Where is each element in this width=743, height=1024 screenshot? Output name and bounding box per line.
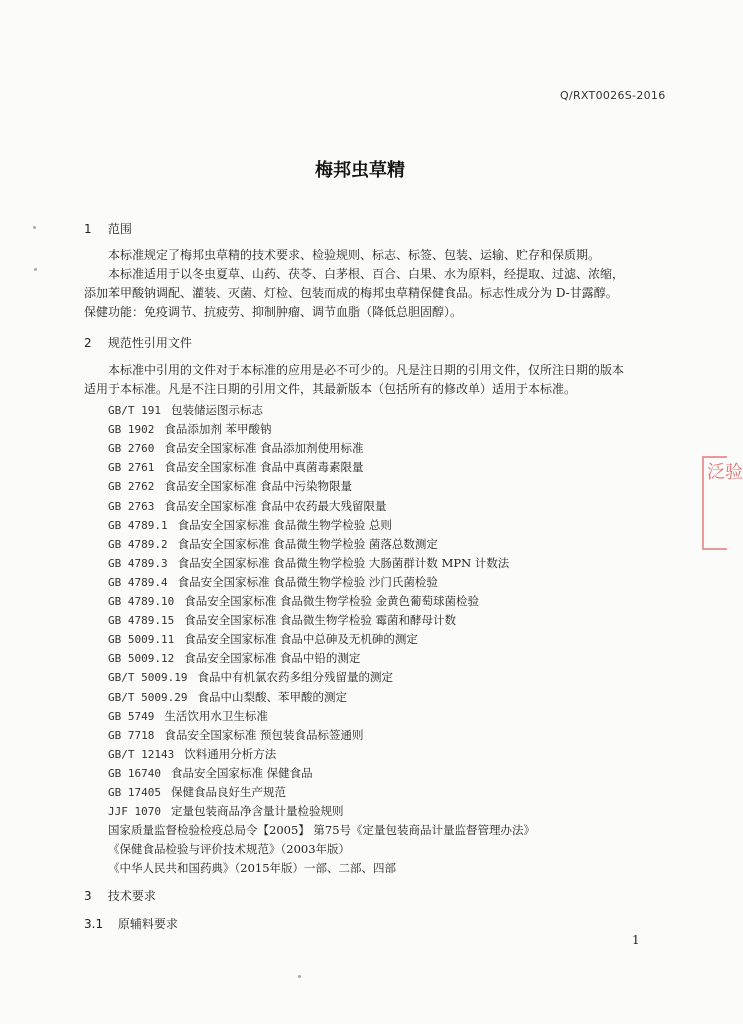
reference-title: 食品安全国家标准 食品微生物学检验 霉菌和酵母计数 <box>184 613 457 628</box>
section-heading-technical <box>84 887 156 904</box>
reference-title: 生活饮用水卫生标准 <box>164 708 268 723</box>
reference-item <box>108 498 387 514</box>
reference-title: 饮料通用分析方法 <box>184 746 277 761</box>
reference-code: GB/T 5009.29 <box>108 690 188 704</box>
seal-stamp: 泛验 <box>702 456 727 550</box>
reference-code: GB 4789.4 <box>108 575 168 589</box>
section-heading-scope <box>84 220 132 237</box>
reference-code: GB 2763 <box>108 499 155 513</box>
reference-item <box>108 536 438 552</box>
reference-title: 食品安全国家标准 食品中铅的测定 <box>184 651 361 666</box>
reference-title: 包装储运图示标志 <box>170 403 263 417</box>
reference-title: 食品安全国家标准 保健食品 <box>170 765 313 780</box>
reference-item <box>108 631 418 647</box>
reference-item <box>108 746 276 762</box>
reference-title: 食品安全国家标准 食品微生物学检验 菌落总数测定 <box>177 536 438 551</box>
scan-mark <box>298 975 301 978</box>
reference-item <box>108 650 360 666</box>
reference-item <box>108 478 352 494</box>
reference-title: 食品安全国家标准 食品微生物学检验 总则 <box>177 517 392 532</box>
reference-code: GB 2762 <box>108 480 155 494</box>
section-number: 3 <box>84 889 92 903</box>
scope-line-4: 保健功能：免疫调节、抗疲劳、抑制肿瘤、调节血脂（降低总胆固醇）。 <box>84 305 463 319</box>
reference-code: GB 4789.10 <box>108 595 175 608</box>
document-title: 梅邦虫草精 <box>315 160 405 181</box>
reference-title: 食品添加剂 苯甲酸钠 <box>164 422 272 437</box>
reference-item <box>108 727 364 743</box>
reference-title: 食品安全国家标准 食品微生物学检验 金黄色葡萄球菌检验 <box>184 594 480 608</box>
reference-code: GB 4789.2 <box>108 537 168 551</box>
reference-code: GB 4789.1 <box>108 518 168 532</box>
reference-title: 食品安全国家标准 食品中污染物限量 <box>164 479 353 494</box>
reference-title: 国家质量监督检验检疫总局令【2005】 第75号《定量包装商品计量监督管理办法》 <box>108 823 536 838</box>
reference-title: 定量包装商品净含量计量检验规则 <box>170 804 344 819</box>
section-label: 原辅料要求 <box>117 917 178 931</box>
reference-title: 食品安全国家标准 食品中总砷及无机砷的测定 <box>184 632 418 647</box>
reference-item <box>108 402 263 418</box>
reference-item <box>108 669 393 685</box>
reference-code: GB/T 191 <box>108 404 161 417</box>
reference-title: 食品安全国家标准 食品中农药最大残留限量 <box>164 498 387 513</box>
section-label: 规范性引用文件 <box>107 336 192 350</box>
reference-title: 食品中山梨酸、苯甲酸的测定 <box>197 689 347 704</box>
reference-item <box>108 689 347 705</box>
reference-title: 食品安全国家标准 食品中真菌毒素限量 <box>164 460 364 475</box>
scan-mark <box>34 268 37 271</box>
scope-line-3: 添加苯甲酸钠调配、灌装、灭菌、灯检、包装而成的梅邦虫草精保健食品。标志性成分为 D-甘露醇。 <box>84 286 618 300</box>
reference-code: GB 17405 <box>108 786 161 799</box>
reference-title: 食品安全国家标准 食品微生物学检验 沙门氏菌检验 <box>177 574 438 589</box>
scope-line-1: 本标准规定了梅邦虫草精的技术要求、检验规则、标志、标签、包装、运输、贮存和保质期。 <box>108 248 601 262</box>
reference-code: GB 4789.3 <box>108 556 168 570</box>
reference-code: GB 16740 <box>108 766 161 780</box>
reference-item <box>108 612 456 628</box>
scope-line-2: 本标准适用于以冬虫夏草、山药、茯苓、白茅根、百合、白果、水为原料，经提取、过滤、浓缩， <box>108 267 625 281</box>
reference-item <box>108 860 396 876</box>
reference-code: GB 2760 <box>108 442 155 456</box>
reference-item <box>108 459 364 475</box>
section-heading-normative <box>84 334 192 351</box>
reference-title: 食品中有机氯农药多组分残留量的测定 <box>197 670 393 685</box>
page-number: 1 <box>632 933 640 947</box>
reference-item <box>108 574 438 590</box>
intro-line-2: 适用于本标准。凡是不注日期的引用文件，其最新版本（包括所有的修改单）适用于本标准。 <box>84 382 577 396</box>
section-number: 1 <box>84 222 92 236</box>
section-number: 2 <box>84 336 92 350</box>
reference-title: 食品安全国家标准 食品微生物学检验 大肠菌群计数 MPN 计数法 <box>177 555 510 570</box>
intro-line-1: 本标准中引用的文件对于本标准的应用是必不可少的。凡是注日期的引用文件，仅所注日期的版本 <box>108 363 625 377</box>
reference-code: JJF 1070 <box>108 805 161 819</box>
reference-code: GB/T 12143 <box>108 747 175 761</box>
reference-item <box>108 803 343 819</box>
reference-code: GB 7718 <box>108 728 155 742</box>
reference-item <box>108 593 479 609</box>
reference-item <box>108 841 350 857</box>
scan-mark <box>33 226 36 229</box>
reference-item <box>108 555 509 571</box>
standard-code: Q/RXT0026S-2016 <box>560 89 666 102</box>
reference-item <box>108 784 286 800</box>
reference-item <box>108 822 535 838</box>
reference-item <box>108 708 268 724</box>
reference-item <box>108 421 272 437</box>
reference-code: GB 5749 <box>108 709 155 723</box>
reference-code: GB 1902 <box>108 423 155 437</box>
section-label: 范围 <box>107 222 132 236</box>
reference-code: GB/T 5009.19 <box>108 671 188 685</box>
reference-code: GB 2761 <box>108 461 155 475</box>
reference-title: 食品安全国家标准 预包装食品标签通则 <box>164 727 364 742</box>
reference-title: 保健食品良好生产规范 <box>170 785 286 799</box>
reference-title: 《保健食品检验与评价技术规范》（2003年版） <box>108 842 351 857</box>
reference-title: 《中华人民共和国药典》（2015年版）一部、二部、四部 <box>108 861 397 876</box>
reference-item <box>108 765 313 781</box>
subsection-heading-materials <box>84 915 178 932</box>
reference-code: GB 4789.15 <box>108 614 175 628</box>
reference-title: 食品安全国家标准 食品添加剂使用标准 <box>164 441 364 456</box>
section-label: 技术要求 <box>107 889 156 903</box>
reference-code: GB 5009.11 <box>108 633 175 647</box>
reference-item <box>108 440 364 456</box>
reference-item <box>108 517 392 533</box>
section-number: 3.1 <box>84 917 104 931</box>
reference-code: GB 5009.12 <box>108 652 175 666</box>
